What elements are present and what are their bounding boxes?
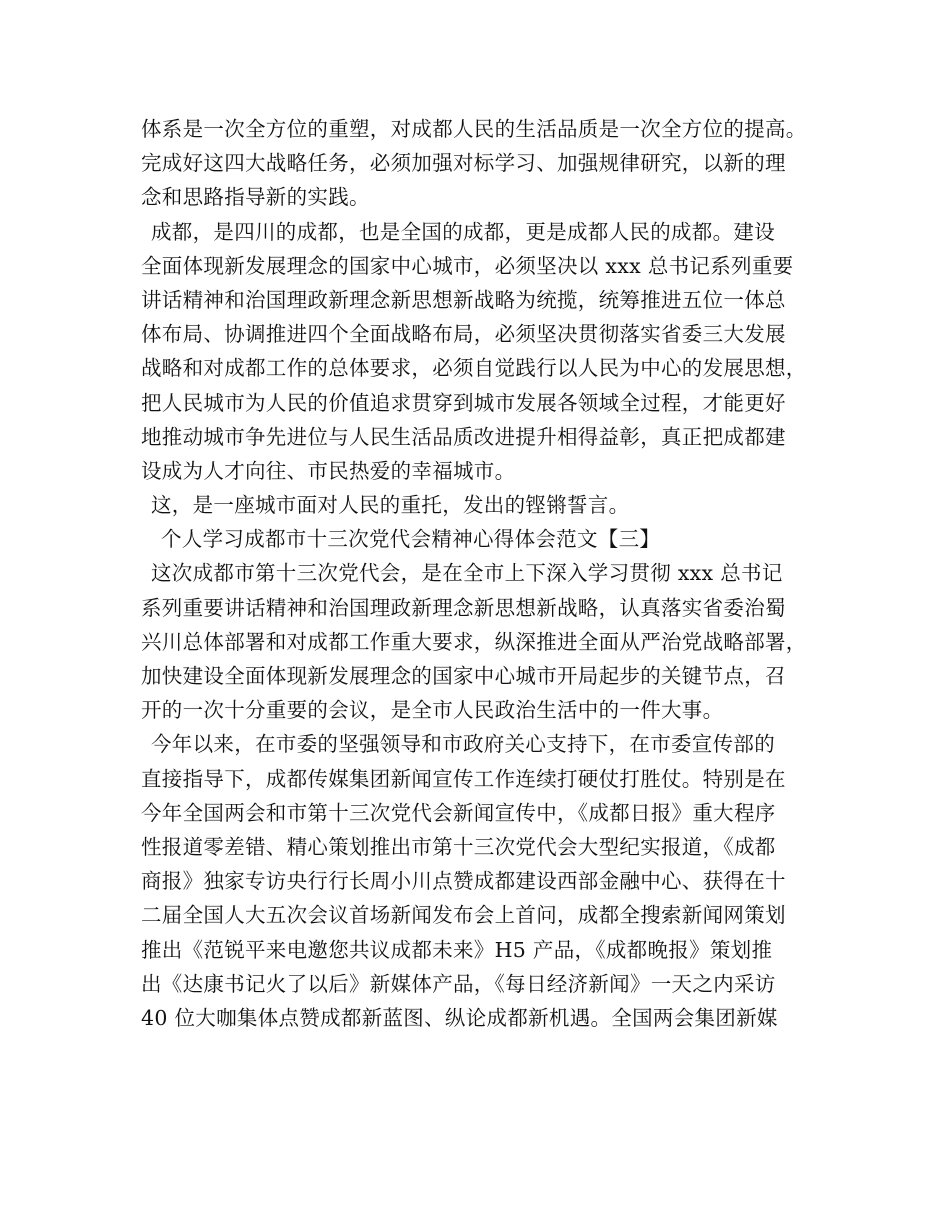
text-line: 战略和对成都工作的总体要求，必须自觉践行以人民为中心的发展思想， xyxy=(141,356,807,381)
section-heading: 个人学习成都市十三次党代会精神心得体会范文【三】 xyxy=(161,527,661,552)
text-line: 全面体现新发展理念的国家中心城市，必须坚决以 xxx 总书记系列重要 xyxy=(141,253,794,278)
text-line: 加快建设全面体现新发展理念的国家中心城市开局起步的关键节点，召 xyxy=(141,664,786,688)
text-line: 体布局、协调推进四个全面战略布局，必须坚决贯彻落实省委三大发展 xyxy=(141,322,786,347)
paragraph-start-line: 这次成都市第十三次党代会，是在全市上下深入学习贯彻 xxx 总书记 xyxy=(151,561,783,586)
text-line: 讲话精神和治国理政新理念新思想新战略为统揽，统筹推进五位一体总 xyxy=(141,287,786,312)
text-line: 开的一次十分重要的会议，是全市人民政治生活中的一件大事。 xyxy=(141,698,724,723)
text-line: 今年全国两会和市第十三次党代会新闻宣传中，《成都日报》重大程序 xyxy=(141,800,776,825)
text-line: 出《达康书记火了以后》新媒体产品，《每日经济新闻》一天之内采访 xyxy=(141,971,776,996)
text-line: 商报》独家专访央行行长周小川点赞成都建设西部金融中心、获得在十 xyxy=(141,869,786,894)
text-line: 兴川总体部署和对成都工作重大要求，纵深推进全面从严治党战略部署， xyxy=(141,629,807,654)
text-line: 念和思路指导新的实践。 xyxy=(141,185,370,210)
text-line: 推出《范锐平来电邀您共议成都未来》H5 产品，《成都晚报》策划推 xyxy=(141,937,773,962)
text-line: 性报道零差错、精心策划推出市第十三次党代会大型纪实报道，《成都 xyxy=(141,834,776,859)
paragraph-start-line: 这，是一座城市面对人民的重托，发出的铿锵誓言。 xyxy=(151,493,630,518)
paragraph-start-line: 成都，是四川的成都，也是全国的成都，更是成都人民的成都。建设 xyxy=(151,219,775,244)
text-line: 40 位大咖集体点赞成都新蓝图、纵论成都新机遇。全国两会集团新媒 xyxy=(141,1005,778,1030)
text-line: 地推动城市争先进位与人民生活品质改进提升相得益彰，真正把成都建 xyxy=(141,424,786,449)
text-line: 把人民城市为人民的价值追求贯穿到城市发展各领域全过程，才能更好 xyxy=(141,390,786,415)
text-line: 完成好这四大战略任务，必须加强对标学习、加强规律研究，以新的理 xyxy=(141,151,786,176)
document-body xyxy=(141,112,831,1035)
text-line: 直接指导下，成都传媒集团新闻宣传工作连续打硬仗打胜仗。特别是在 xyxy=(141,766,786,791)
paragraph-start-line: 今年以来，在市委的坚强领导和市政府关心支持下，在市委宣传部的 xyxy=(151,732,775,757)
text-line: 系列重要讲话精神和治国理政新理念新思想新战略，认真落实省委治蜀 xyxy=(141,595,786,620)
text-line: 设成为人才向往、市民热爱的幸福城市。 xyxy=(141,458,516,483)
text-line: 体系是一次全方位的重塑，对成都人民的生活品质是一次全方位的提高。 xyxy=(141,117,807,141)
text-line: 二届全国人大五次会议首场新闻发布会上首问，成都全搜索新闻网策划 xyxy=(141,903,786,928)
